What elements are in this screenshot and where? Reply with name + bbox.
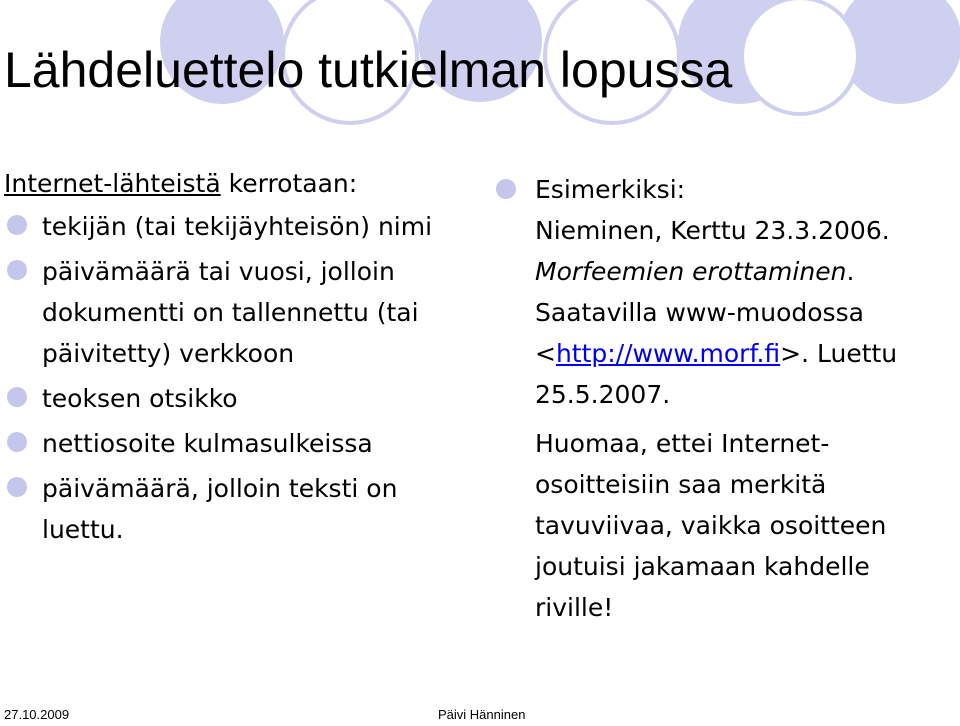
list-item-text: nettiosoite kulmasulkeissa (42, 429, 373, 458)
reference-read-date: >. Luettu 25.5.2007. (535, 339, 898, 409)
list-item-text: päivämäärä, jolloin teksti on luettu. (42, 474, 398, 544)
list-item (0, 378, 470, 419)
list-item-text: tekijän (tai tekijäyhteisön) nimi (42, 212, 433, 241)
list-item-text: päivämäärä tai vuosi, jolloin dokumentti on tallennettu (tai päivitetty) verkkoon (42, 257, 419, 368)
intro-underlined: Internet-lähteistä (4, 169, 221, 198)
list-item (0, 206, 470, 247)
decor-ring (742, 0, 858, 114)
reference-title: Morfeemien erottaminen (535, 257, 847, 286)
requirements-list (0, 206, 470, 554)
bullet-dot (7, 432, 27, 452)
bullet-dot (496, 179, 516, 199)
reference-url-link[interactable] (556, 339, 780, 368)
example-reference (535, 210, 955, 415)
reference-url[interactable]: http://www.morf.fi (555, 339, 781, 368)
footer-date: 27.10.2009 (4, 707, 70, 722)
bullet-dot (7, 477, 27, 497)
example-panel (535, 169, 955, 628)
footer-author: Päivi Hänninen (438, 707, 526, 722)
hyphen-note: Huomaa, ettei Internet-osoitteisiin saa merkitä tavuviivaa, vaikka osoitteen joutuisi jakamaan kahdelle riville! (535, 429, 887, 622)
reference-availability: . Saatavilla www-muodossa < (535, 257, 864, 368)
list-item (0, 251, 470, 374)
reference-author-date: Nieminen, Kerttu 23.3.2006. (535, 216, 890, 245)
intro-rest: kerrotaan: (220, 169, 358, 198)
bullet-dot (7, 387, 27, 407)
bullet-dot (7, 215, 27, 235)
bullet-dot (7, 260, 27, 280)
intro-line (4, 164, 357, 204)
slide-title: Lähdeluettelo tutkielman lopussa (4, 42, 733, 98)
list-item-text: teoksen otsikko (42, 384, 238, 413)
list-item (0, 468, 470, 550)
example-heading: Esimerkiksi: (535, 175, 686, 204)
list-item (0, 423, 470, 464)
